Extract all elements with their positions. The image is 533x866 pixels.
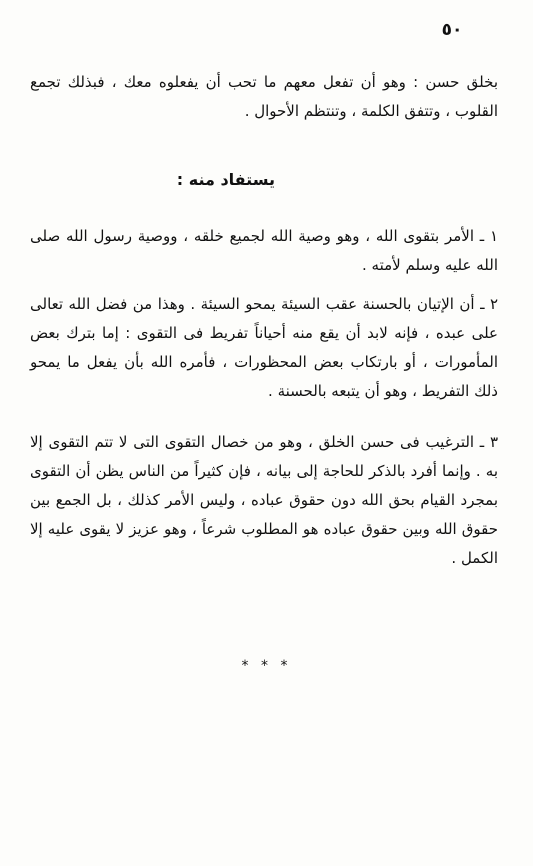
section-heading: يستفاد منه : [176,170,275,189]
point-paragraph-1: ١ ـ الأمر بتقوى الله ، وهو وصية الله لجميع خلقه ، ووصية رسول الله صلى الله عليه وسلم لأمته . [30,227,498,274]
page-number: ٥٠ [441,20,463,40]
point-paragraph-2: ٢ ـ أن الإتيان بالحسنة عقب السيئة يمحو السيئة . وهذا من فضل الله تعالى على عبده ، فإنه لابد أن يقع منه أحياناً تفريط فى التقوى : إما بترك بعض المأمورات ، أو بارتكاب بعض المحظورات ، فأمره الله بأن يفعل ما يمحو ذلك التفريط ، وهو أن يتبعه بالحسنة . [30,295,498,400]
section-separator: * * * [241,658,292,674]
point-paragraph-3: ٣ ـ الترغيب فى حسن الخلق ، وهو من خصال التقوى التى لا تتم التقوى إلا به . وإنما أفرد بالذكر للحاجة إلى بيانه ، فإن كثيراً من الناس يظن أن التقوى بمجرد القيام بحق الله دون حقوق عباده ، وليس الأمر كذلك ، بل الجمع بين حقوق الله وبين حقوق عباده هو المطلوب شرعاً ، وهو عزيز لا يقوى عليه إلا الكمل . [30,433,498,567]
intro-paragraph: بخلق حسن : وهو أن تفعل معهم ما تحب أن يفعلوه معك ، فبذلك تجمع القلوب ، وتتفق الكلمة ، وتنتظم الأحوال . [30,73,498,120]
